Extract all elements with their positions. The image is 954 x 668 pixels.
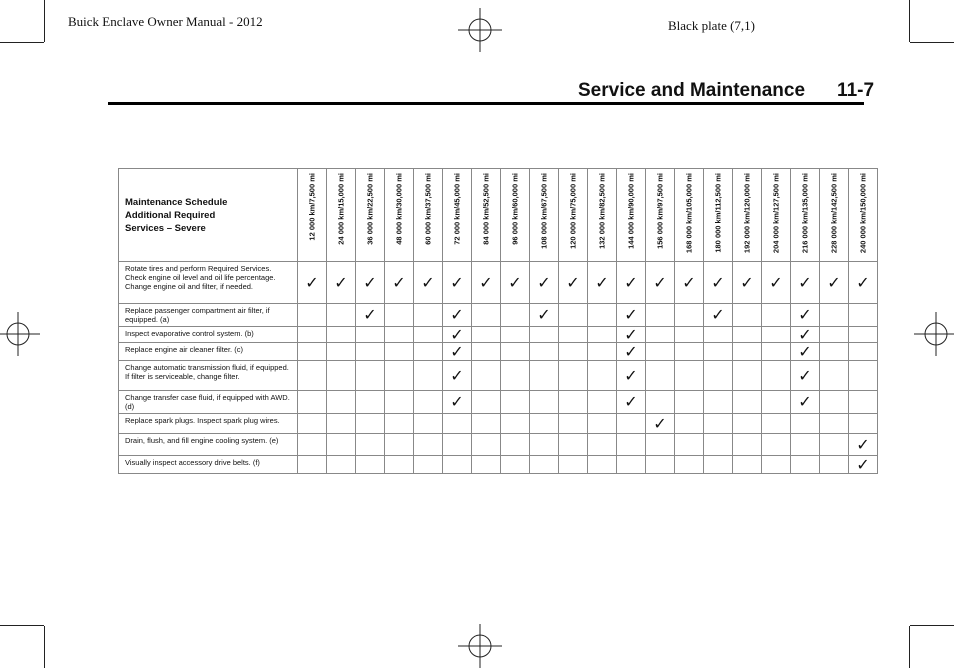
interval-header xyxy=(298,169,327,262)
empty-cell xyxy=(704,327,733,343)
check-mark-icon: ✓ xyxy=(704,262,733,304)
empty-cell xyxy=(791,414,820,434)
empty-cell xyxy=(443,434,472,456)
empty-cell xyxy=(820,391,849,414)
empty-cell xyxy=(472,456,501,474)
empty-cell xyxy=(849,304,878,327)
table-heading-line: Additional Required xyxy=(125,209,216,221)
interval-label: 156 000 km/97,500 mi xyxy=(655,173,665,249)
empty-cell xyxy=(472,343,501,361)
empty-cell xyxy=(501,434,530,456)
empty-cell xyxy=(733,361,762,391)
empty-cell xyxy=(820,304,849,327)
interval-header xyxy=(849,169,878,262)
check-mark-icon: ✓ xyxy=(791,304,820,327)
interval-label: 24 000 km/15,000 mi xyxy=(336,173,346,245)
interval-header xyxy=(501,169,530,262)
empty-cell xyxy=(472,327,501,343)
page-title xyxy=(578,80,874,102)
interval-header xyxy=(704,169,733,262)
check-mark-icon: ✓ xyxy=(298,262,327,304)
empty-cell xyxy=(327,343,356,361)
empty-cell xyxy=(530,361,559,391)
table-row xyxy=(119,391,878,414)
interval-label: 204 000 km/127,500 mi xyxy=(771,173,781,254)
empty-cell xyxy=(820,456,849,474)
interval-label: 60 000 km/37,500 mi xyxy=(423,173,433,245)
check-mark-icon: ✓ xyxy=(472,262,501,304)
table-row xyxy=(119,343,878,361)
check-mark-icon: ✓ xyxy=(443,361,472,391)
empty-cell xyxy=(327,456,356,474)
empty-cell xyxy=(385,434,414,456)
interval-header xyxy=(733,169,762,262)
empty-cell xyxy=(414,304,443,327)
empty-cell xyxy=(501,304,530,327)
interval-label: 240 000 km/150,000 mi xyxy=(858,173,868,254)
empty-cell xyxy=(356,456,385,474)
crop-mark xyxy=(0,625,44,626)
empty-cell xyxy=(559,456,588,474)
empty-cell xyxy=(646,391,675,414)
empty-cell xyxy=(298,456,327,474)
empty-cell xyxy=(414,361,443,391)
empty-cell xyxy=(791,456,820,474)
registration-mark-icon xyxy=(458,8,502,52)
interval-header xyxy=(472,169,501,262)
empty-cell xyxy=(704,434,733,456)
interval-label: 108 000 km/67,500 mi xyxy=(539,173,549,249)
check-mark-icon: ✓ xyxy=(414,262,443,304)
interval-label: 36 000 km/22,500 mi xyxy=(365,173,375,245)
empty-cell xyxy=(675,456,704,474)
interval-label: 144 000 km/90,000 mi xyxy=(626,173,636,249)
empty-cell xyxy=(385,391,414,414)
empty-cell xyxy=(646,327,675,343)
task-description: Drain, flush, and fill engine cooling system. (e) xyxy=(119,434,298,456)
check-mark-icon: ✓ xyxy=(791,391,820,414)
interval-label: 180 000 km/112,500 mi xyxy=(713,173,723,253)
empty-cell xyxy=(443,414,472,434)
empty-cell xyxy=(588,343,617,361)
empty-cell xyxy=(356,391,385,414)
empty-cell xyxy=(356,327,385,343)
table-heading-line: Maintenance Schedule xyxy=(125,196,228,208)
interval-header xyxy=(820,169,849,262)
empty-cell xyxy=(704,414,733,434)
empty-cell xyxy=(327,327,356,343)
interval-label: 168 000 km/105,000 mi xyxy=(684,173,694,254)
empty-cell xyxy=(356,414,385,434)
check-mark-icon: ✓ xyxy=(762,262,791,304)
empty-cell xyxy=(675,391,704,414)
empty-cell xyxy=(646,434,675,456)
interval-header xyxy=(762,169,791,262)
table-row xyxy=(119,262,878,304)
empty-cell xyxy=(327,414,356,434)
empty-cell xyxy=(588,304,617,327)
empty-cell xyxy=(762,327,791,343)
table-heading-line: Services – Severe xyxy=(125,222,206,234)
empty-cell xyxy=(733,434,762,456)
check-mark-icon: ✓ xyxy=(849,456,878,474)
interval-header xyxy=(646,169,675,262)
empty-cell xyxy=(588,361,617,391)
empty-cell xyxy=(762,456,791,474)
interval-header xyxy=(588,169,617,262)
empty-cell xyxy=(675,304,704,327)
task-description: Replace engine air cleaner filter. (c) xyxy=(119,343,298,361)
empty-cell xyxy=(849,343,878,361)
check-mark-icon: ✓ xyxy=(617,391,646,414)
empty-cell xyxy=(762,343,791,361)
empty-cell xyxy=(298,391,327,414)
empty-cell xyxy=(559,327,588,343)
empty-cell xyxy=(327,391,356,414)
interval-label: 12 000 km/7,500 mi xyxy=(307,173,317,241)
task-description: Change automatic transmission fluid, if equipped. If filter is serviceable, change filter. xyxy=(119,361,298,391)
empty-cell xyxy=(849,327,878,343)
check-mark-icon: ✓ xyxy=(530,304,559,327)
registration-mark-icon xyxy=(0,312,40,356)
check-mark-icon: ✓ xyxy=(617,343,646,361)
check-mark-icon: ✓ xyxy=(617,361,646,391)
empty-cell xyxy=(298,434,327,456)
interval-header xyxy=(791,169,820,262)
crop-mark xyxy=(44,0,45,42)
empty-cell xyxy=(820,361,849,391)
empty-cell xyxy=(675,361,704,391)
empty-cell xyxy=(820,327,849,343)
empty-cell xyxy=(762,414,791,434)
interval-header xyxy=(443,169,472,262)
empty-cell xyxy=(733,391,762,414)
check-mark-icon: ✓ xyxy=(849,262,878,304)
task-description: Replace spark plugs. Inspect spark plug wires. xyxy=(119,414,298,434)
check-mark-icon: ✓ xyxy=(791,262,820,304)
empty-cell xyxy=(530,434,559,456)
interval-label: 48 000 km/30,000 mi xyxy=(394,173,404,245)
empty-cell xyxy=(588,414,617,434)
empty-cell xyxy=(588,391,617,414)
interval-label: 132 000 km/82,500 mi xyxy=(597,173,607,249)
empty-cell xyxy=(849,391,878,414)
check-mark-icon: ✓ xyxy=(588,262,617,304)
crop-mark xyxy=(909,0,910,42)
interval-header xyxy=(385,169,414,262)
empty-cell xyxy=(530,327,559,343)
empty-cell xyxy=(849,361,878,391)
interval-header xyxy=(530,169,559,262)
table-row xyxy=(119,414,878,434)
empty-cell xyxy=(733,304,762,327)
empty-cell xyxy=(820,434,849,456)
empty-cell xyxy=(762,304,791,327)
empty-cell xyxy=(588,327,617,343)
empty-cell xyxy=(414,391,443,414)
empty-cell xyxy=(501,343,530,361)
crop-mark xyxy=(910,42,954,43)
empty-cell xyxy=(530,343,559,361)
interval-label: 84 000 km/52,500 mi xyxy=(481,173,491,245)
empty-cell xyxy=(820,343,849,361)
interval-label: 228 000 km/142,500 mi xyxy=(829,173,839,254)
interval-label: 120 000 km/75,000 mi xyxy=(568,173,578,249)
empty-cell xyxy=(298,343,327,361)
empty-cell xyxy=(675,343,704,361)
check-mark-icon: ✓ xyxy=(791,343,820,361)
check-mark-icon: ✓ xyxy=(443,304,472,327)
interval-header xyxy=(559,169,588,262)
interval-label: 72 000 km/45,000 mi xyxy=(452,173,462,245)
empty-cell xyxy=(414,456,443,474)
empty-cell xyxy=(675,327,704,343)
check-mark-icon: ✓ xyxy=(733,262,762,304)
interval-label: 96 000 km/60,000 mi xyxy=(510,173,520,245)
empty-cell xyxy=(327,434,356,456)
interval-header xyxy=(356,169,385,262)
empty-cell xyxy=(443,456,472,474)
empty-cell xyxy=(414,343,443,361)
empty-cell xyxy=(356,343,385,361)
empty-cell xyxy=(559,434,588,456)
task-description: Rotate tires and perform Required Services. Check engine oil level and oil life percentage. Change engine oil and filter, if needed. xyxy=(119,262,298,304)
empty-cell xyxy=(472,304,501,327)
empty-cell xyxy=(559,343,588,361)
empty-cell xyxy=(733,327,762,343)
check-mark-icon: ✓ xyxy=(385,262,414,304)
interval-label: 216 000 km/135,000 mi xyxy=(800,173,810,254)
check-mark-icon: ✓ xyxy=(356,304,385,327)
check-mark-icon: ✓ xyxy=(617,262,646,304)
empty-cell xyxy=(704,456,733,474)
crop-mark xyxy=(910,625,954,626)
empty-cell xyxy=(704,343,733,361)
table-row xyxy=(119,361,878,391)
empty-cell xyxy=(762,361,791,391)
header-manual-title: Buick Enclave Owner Manual - 2012 xyxy=(68,14,263,29)
empty-cell xyxy=(501,391,530,414)
check-mark-icon: ✓ xyxy=(646,262,675,304)
check-mark-icon: ✓ xyxy=(356,262,385,304)
empty-cell xyxy=(414,414,443,434)
table-body xyxy=(119,262,878,474)
empty-cell xyxy=(762,434,791,456)
check-mark-icon: ✓ xyxy=(559,262,588,304)
empty-cell xyxy=(559,391,588,414)
empty-cell xyxy=(849,414,878,434)
interval-header xyxy=(617,169,646,262)
empty-cell xyxy=(327,304,356,327)
empty-cell xyxy=(472,361,501,391)
check-mark-icon: ✓ xyxy=(443,327,472,343)
empty-cell xyxy=(530,414,559,434)
registration-mark-icon xyxy=(458,624,502,668)
empty-cell xyxy=(675,434,704,456)
empty-cell xyxy=(298,304,327,327)
check-mark-icon: ✓ xyxy=(530,262,559,304)
empty-cell xyxy=(414,327,443,343)
check-mark-icon: ✓ xyxy=(675,262,704,304)
crop-mark xyxy=(0,42,44,43)
empty-cell xyxy=(617,434,646,456)
check-mark-icon: ✓ xyxy=(849,434,878,456)
table-row xyxy=(119,434,878,456)
empty-cell xyxy=(704,361,733,391)
task-description: Visually inspect accessory drive belts. (f) xyxy=(119,456,298,474)
empty-cell xyxy=(791,434,820,456)
empty-cell xyxy=(646,456,675,474)
check-mark-icon: ✓ xyxy=(820,262,849,304)
maintenance-schedule-table xyxy=(118,168,878,474)
empty-cell xyxy=(501,327,530,343)
empty-cell xyxy=(733,456,762,474)
table-row xyxy=(119,304,878,327)
empty-cell xyxy=(588,456,617,474)
task-description: Replace passenger compartment air filter, if equipped. (a) xyxy=(119,304,298,327)
empty-cell xyxy=(327,361,356,391)
empty-cell xyxy=(356,361,385,391)
empty-cell xyxy=(646,304,675,327)
task-description: Change transfer case fluid, if equipped with AWD. (d) xyxy=(119,391,298,414)
empty-cell xyxy=(820,414,849,434)
empty-cell xyxy=(559,361,588,391)
empty-cell xyxy=(385,343,414,361)
empty-cell xyxy=(298,414,327,434)
empty-cell xyxy=(501,361,530,391)
check-mark-icon: ✓ xyxy=(617,304,646,327)
crop-mark xyxy=(909,626,910,668)
empty-cell xyxy=(385,304,414,327)
check-mark-icon: ✓ xyxy=(501,262,530,304)
registration-mark-icon xyxy=(914,312,954,356)
empty-cell xyxy=(733,343,762,361)
table-row xyxy=(119,327,878,343)
empty-cell xyxy=(385,327,414,343)
empty-cell xyxy=(733,414,762,434)
header-plate-label: Black plate (7,1) xyxy=(668,18,755,33)
empty-cell xyxy=(559,414,588,434)
task-description: Inspect evaporative control system. (b) xyxy=(119,327,298,343)
empty-cell xyxy=(298,361,327,391)
interval-header xyxy=(414,169,443,262)
empty-cell xyxy=(704,391,733,414)
empty-cell xyxy=(472,391,501,414)
empty-cell xyxy=(588,434,617,456)
empty-cell xyxy=(385,456,414,474)
empty-cell xyxy=(385,414,414,434)
empty-cell xyxy=(298,327,327,343)
title-rule xyxy=(108,102,864,105)
check-mark-icon: ✓ xyxy=(443,391,472,414)
empty-cell xyxy=(675,414,704,434)
empty-cell xyxy=(356,434,385,456)
empty-cell xyxy=(646,343,675,361)
check-mark-icon: ✓ xyxy=(443,262,472,304)
empty-cell xyxy=(617,414,646,434)
empty-cell xyxy=(559,304,588,327)
table-heading xyxy=(119,169,298,262)
crop-mark xyxy=(44,626,45,668)
empty-cell xyxy=(530,456,559,474)
empty-cell xyxy=(762,391,791,414)
table-header-row xyxy=(119,169,878,262)
empty-cell xyxy=(617,456,646,474)
check-mark-icon: ✓ xyxy=(791,327,820,343)
check-mark-icon: ✓ xyxy=(704,304,733,327)
section-title: Service and Maintenance xyxy=(578,80,806,101)
interval-label: 192 000 km/120,000 mi xyxy=(742,173,752,254)
empty-cell xyxy=(385,361,414,391)
table-row xyxy=(119,456,878,474)
check-mark-icon: ✓ xyxy=(443,343,472,361)
check-mark-icon: ✓ xyxy=(617,327,646,343)
empty-cell xyxy=(472,414,501,434)
empty-cell xyxy=(646,361,675,391)
check-mark-icon: ✓ xyxy=(327,262,356,304)
check-mark-icon: ✓ xyxy=(791,361,820,391)
interval-header xyxy=(327,169,356,262)
empty-cell xyxy=(530,391,559,414)
empty-cell xyxy=(472,434,501,456)
page-number: 11-7 xyxy=(837,80,875,101)
empty-cell xyxy=(501,456,530,474)
interval-header xyxy=(675,169,704,262)
check-mark-icon: ✓ xyxy=(646,414,675,434)
empty-cell xyxy=(414,434,443,456)
empty-cell xyxy=(501,414,530,434)
